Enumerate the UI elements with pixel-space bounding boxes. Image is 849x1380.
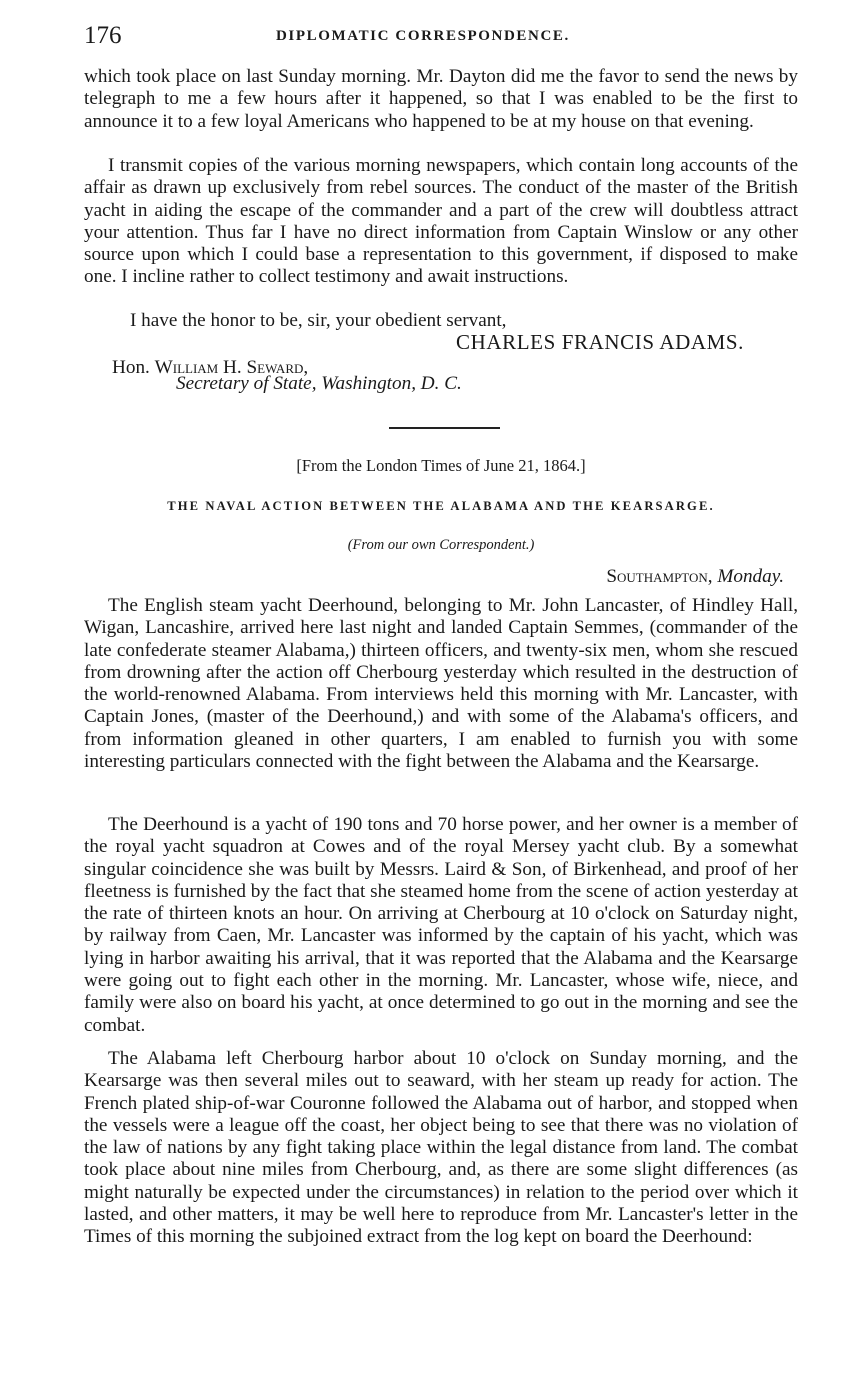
- article-paragraph: The English steam yacht Deerhound, belonging to Mr. John Lancaster, of Hindley Hall, Wigan, Lancashire, arrived here last night and landed Captain Semmes, (commander of the late confederate steamer Alabama,) thirteen officers, and twenty-six men, whom she rescued from drowning after the action off Cherbourg yesterday which resulted in the destruction of the world-renowned Alabama. From interviews held this morning with Mr. Lancaster, with Captain Jones, (master of the Deerhound,) and with some of the Alabama's officers, and from information gleaned in other quarters, I am enabled to furnish you with some interesting particulars connected with the fight between the Alabama and the Kearsarge.: [84, 595, 798, 773]
- section-divider: [389, 427, 500, 429]
- dateline-place: Southampton,: [606, 566, 713, 587]
- addressee-title: Secretary of State, Washington, D. C.: [176, 373, 462, 394]
- letter-paragraph-continued: which took place on last Sunday morning. Mr. Dayton did me the favor to send the news by telegraph to me a few hours after it happened, so that I was enabled to be the first to announce it to a few loyal Americans who happened to be at my house on that evening.: [84, 66, 798, 132]
- article-dateline: [606, 566, 784, 588]
- dateline-day: Monday.: [717, 566, 784, 587]
- letter-closing: I have the honor to be, sir, your obedient servant,: [130, 310, 507, 331]
- running-head: [84, 22, 804, 50]
- article-byline: (From our own Correspondent.): [347, 537, 535, 553]
- article-source: [From the London Times of June 21, 1864.]: [296, 456, 586, 475]
- article-paragraph: The Alabama left Cherbourg harbor about 10 o'clock on Sunday morning, and the Kearsarge was then several miles out to seaward, with her steam up ready for action. The French plated ship-of-war Couronne followed the Alabama out of harbor, and stopped when the vessels were a league off the coast, her object being to see that there was no violation of the law of nations by any fight taking place within the legal distance from land. The combat took place about nine miles from Cherbourg, and, as there are some slight differences (as might naturally be expected under the circumstances) in relation to the period over which it lasted, and other matters, it may be well here to reproduce from Mr. Lancaster's letter in the Times of this morning the subjoined extract from the log kept on board the Deerhound:: [84, 1048, 798, 1248]
- addressee-prefix: Hon.: [112, 357, 155, 378]
- addressee-name: William H. Seward,: [154, 357, 309, 378]
- letter-signature: CHARLES FRANCIS ADAMS.: [456, 330, 745, 354]
- running-title: DIPLOMATIC CORRESPONDENCE.: [276, 28, 570, 44]
- article-paragraph: The Deerhound is a yacht of 190 tons and 70 horse power, and her owner is a member of the royal yacht squadron at Cowes and of the royal Mersey yacht club. By a somewhat singular coincidence she was built by Messrs. Laird & Son, of Birkenhead, and proof of her fleetness is furnished by the fact that she steamed home from the scene of action yesterday at the rate of thirteen knots an hour. On arriving at Cherbourg at 10 o'clock on Saturday night, by railway from Caen, Mr. Lancaster was informed by the captain of his yacht, which was lying in harbor awaiting his arrival, that it was reported that the Alabama and the Kearsarge were going out to fight each other in the morning. Mr. Lancaster, whose wife, niece, and family were also on board his yacht, at once determined to go out in the morning and see the combat.: [84, 814, 798, 1036]
- page-number: 176: [84, 22, 122, 49]
- article-title: THE NAVAL ACTION BETWEEN THE ALABAMA AND THE KEARSARGE.: [167, 499, 715, 513]
- letter-paragraph-transmit: I transmit copies of the various morning newspapers, which contain long accounts of the affair as drawn up exclusively from rebel sources. The conduct of the master of the British yacht in aiding the escape of the commander and a part of the crew will doubtless attract your attention. Thus far I have no direct information from Captain Winslow or any other source upon which I could base a representation to this government, if disposed to make one. I incline rather to collect testimony and await instructions.: [84, 155, 798, 288]
